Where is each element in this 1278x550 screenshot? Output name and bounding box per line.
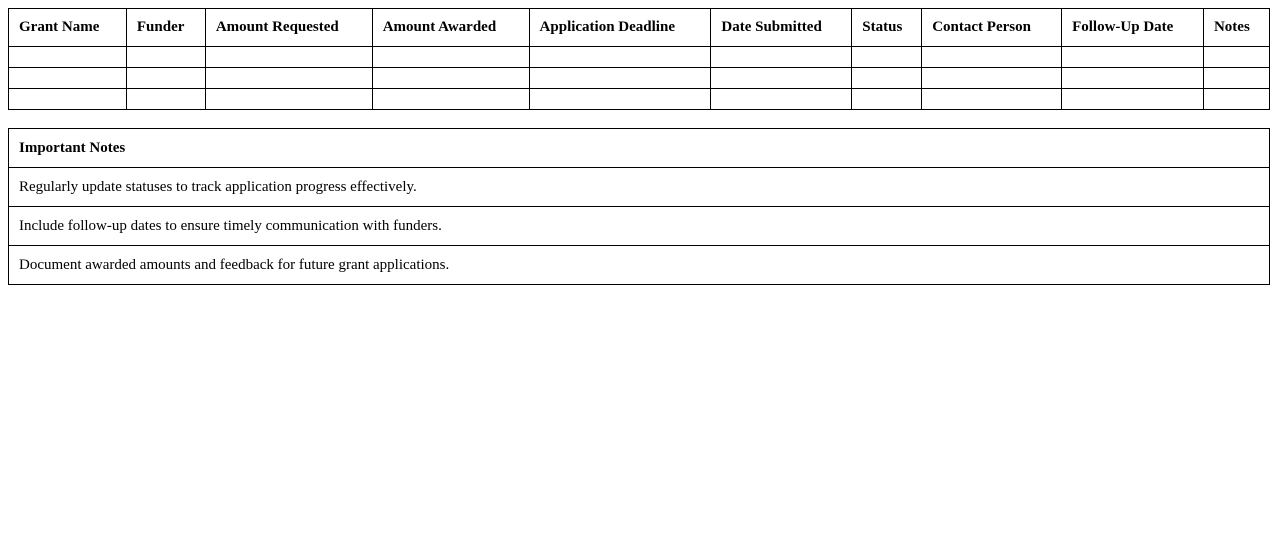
column-header-application-deadline: Application Deadline — [529, 9, 711, 47]
table-cell[interactable] — [1203, 89, 1269, 110]
table-header-row — [9, 9, 1270, 47]
table-cell[interactable] — [1062, 68, 1204, 89]
table-cell[interactable] — [372, 68, 529, 89]
table-cell[interactable] — [9, 47, 127, 68]
table-row — [9, 68, 1270, 89]
table-cell[interactable] — [922, 89, 1062, 110]
column-header-follow-up-date: Follow-Up Date — [1062, 9, 1204, 47]
notes-row — [9, 207, 1270, 246]
column-header-amount-requested: Amount Requested — [205, 9, 372, 47]
table-cell[interactable] — [922, 47, 1062, 68]
table-cell[interactable] — [126, 89, 205, 110]
notes-row — [9, 168, 1270, 207]
table-cell[interactable] — [922, 68, 1062, 89]
table-cell[interactable] — [529, 47, 711, 68]
table-cell[interactable] — [529, 89, 711, 110]
table-cell[interactable] — [9, 89, 127, 110]
table-cell[interactable] — [126, 47, 205, 68]
note-item: Regularly update statuses to track application progress effectively. — [9, 168, 1270, 207]
table-cell[interactable] — [711, 47, 852, 68]
table-cell[interactable] — [9, 68, 127, 89]
table-cell[interactable] — [372, 89, 529, 110]
note-item: Document awarded amounts and feedback for future grant applications. — [9, 246, 1270, 285]
table-cell[interactable] — [205, 89, 372, 110]
column-header-grant-name: Grant Name — [9, 9, 127, 47]
table-cell[interactable] — [126, 68, 205, 89]
table-row — [9, 47, 1270, 68]
table-cell[interactable] — [1203, 68, 1269, 89]
table-cell[interactable] — [529, 68, 711, 89]
notes-header-row — [9, 129, 1270, 168]
table-cell[interactable] — [852, 68, 922, 89]
table-cell[interactable] — [205, 47, 372, 68]
column-header-notes: Notes — [1203, 9, 1269, 47]
column-header-funder: Funder — [126, 9, 205, 47]
table-row — [9, 89, 1270, 110]
table-cell[interactable] — [711, 89, 852, 110]
table-cell[interactable] — [1062, 47, 1204, 68]
table-cell[interactable] — [1203, 47, 1269, 68]
column-header-amount-awarded: Amount Awarded — [372, 9, 529, 47]
column-header-status: Status — [852, 9, 922, 47]
table-cell[interactable] — [205, 68, 372, 89]
important-notes-table — [8, 128, 1270, 285]
table-body — [9, 47, 1270, 110]
table-cell[interactable] — [1062, 89, 1204, 110]
table-cell[interactable] — [852, 47, 922, 68]
table-cell[interactable] — [852, 89, 922, 110]
notes-row — [9, 246, 1270, 285]
column-header-date-submitted: Date Submitted — [711, 9, 852, 47]
table-cell[interactable] — [372, 47, 529, 68]
notes-heading: Important Notes — [9, 129, 1270, 168]
table-cell[interactable] — [711, 68, 852, 89]
note-item: Include follow-up dates to ensure timely communication with funders. — [9, 207, 1270, 246]
grant-tracker-table — [8, 8, 1270, 110]
column-header-contact-person: Contact Person — [922, 9, 1062, 47]
